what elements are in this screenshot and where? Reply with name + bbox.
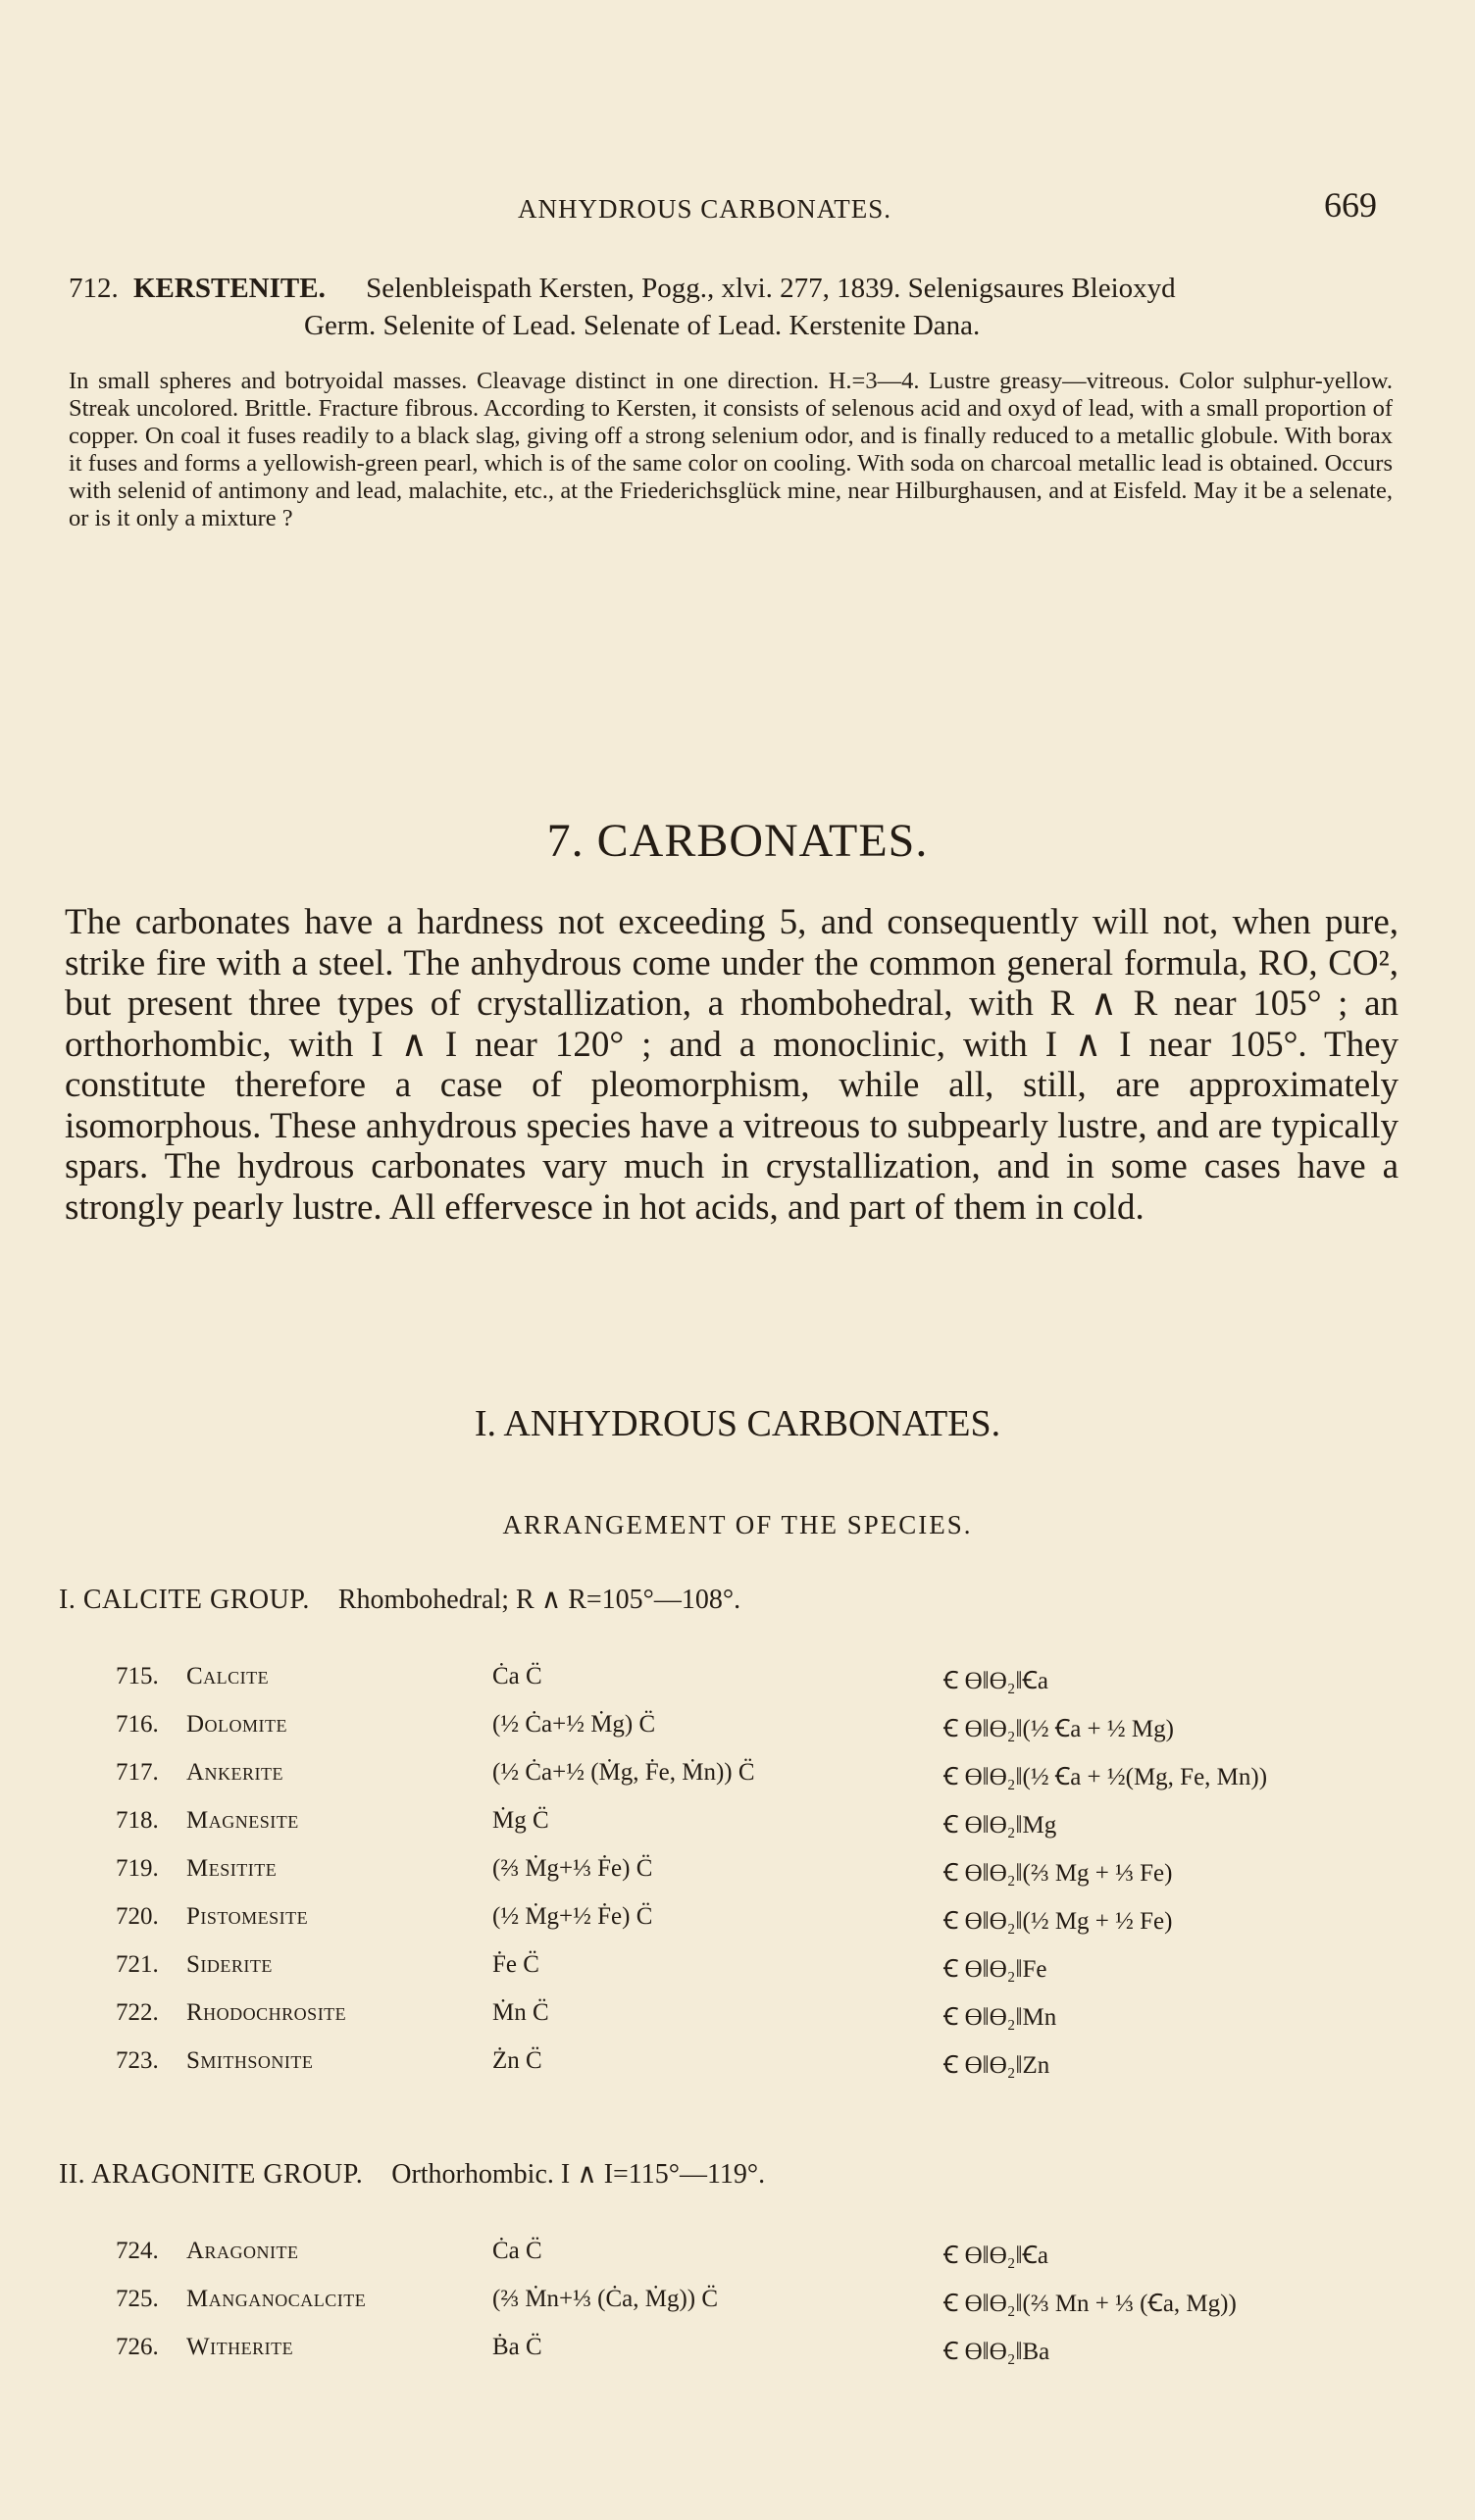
- species-formula: (⅔ Ṁn+⅓ (Ċa, Ṁg)) C̈: [492, 2286, 719, 2312]
- species-number: 718.: [116, 1807, 159, 1834]
- running-head: ANHYDROUS CARBONATES.: [518, 194, 892, 224]
- species-formula-new: Ꞓ Ɵ‖Ɵ₂‖(½ Mg + ½ Fe): [943, 1908, 1173, 1935]
- species-name: Manganocalcite: [186, 2286, 367, 2312]
- table-row: [0, 2334, 1475, 2371]
- species-name: Calcite: [186, 1663, 270, 1689]
- entry-name: KERSTENITE.: [133, 273, 326, 304]
- species-formula-new: Ꞓ Ɵ‖Ɵ₂‖Fe: [943, 1956, 1047, 1983]
- species-formula-new: Ꞓ Ɵ‖Ɵ₂‖Zn: [943, 2052, 1050, 2079]
- subsection-title: I. ANHYDROUS CARBONATES.: [474, 1403, 1001, 1444]
- species-name: Magnesite: [186, 1807, 299, 1834]
- table-row: [0, 1999, 1475, 2037]
- group-description: Orthorhombic. I ∧ I=115°—119°.: [391, 2159, 766, 2190]
- species-name: Siderite: [186, 1951, 273, 1978]
- arrangement-title: ARRANGEMENT OF THE SPECIES.: [502, 1510, 973, 1539]
- species-formula: Ṁn C̈: [492, 1999, 549, 2026]
- species-formula-new: Ꞓ Ɵ‖Ɵ₂‖Ba: [943, 2339, 1050, 2365]
- species-name: Dolomite: [186, 1711, 288, 1738]
- species-number: 722.: [116, 1999, 159, 2026]
- table-row: [0, 1855, 1475, 1892]
- species-name: Rhodochrosite: [186, 1999, 347, 2026]
- entry-synonyms-line1: Selenbleispath Kersten, Pogg., xlvi. 277, 1839. Selenigsaures Bleioxyd: [366, 273, 1176, 304]
- entry-number: 712.: [69, 273, 119, 304]
- species-formula-new: Ꞓ Ɵ‖Ɵ₂‖Mg: [943, 1812, 1057, 1839]
- species-formula-new: Ꞓ Ɵ‖Ɵ₂‖(½ Ꞓa + ½(Mg, Fe, Mn)): [943, 1764, 1268, 1790]
- species-formula-new: Ꞓ Ɵ‖Ɵ₂‖(⅔ Mn + ⅓ (Ꞓa, Mg)): [943, 2291, 1237, 2317]
- species-formula: Ċa C̈: [492, 2238, 542, 2264]
- table-row: [0, 2286, 1475, 2323]
- page-number: 669: [1324, 185, 1377, 225]
- species-formula: Żn C̈: [492, 2047, 542, 2074]
- species-formula: Ṁg C̈: [492, 1807, 549, 1834]
- species-name: Witherite: [186, 2334, 294, 2360]
- species-number: 724.: [116, 2238, 159, 2264]
- species-number: 717.: [116, 1759, 159, 1786]
- species-number: 715.: [116, 1663, 159, 1689]
- species-name: Ankerite: [186, 1759, 284, 1786]
- species-formula-new: Ꞓ Ɵ‖Ɵ₂‖(½ Ꞓa + ½ Mg): [943, 1716, 1174, 1742]
- species-formula: Ḟe C̈: [492, 1951, 539, 1978]
- table-row: [0, 2047, 1475, 2085]
- table-row: [0, 1663, 1475, 1700]
- table-row: [0, 1951, 1475, 1989]
- species-formula: (½ Ṁg+½ Ḟe) C̈: [492, 1903, 653, 1930]
- group-name: I. CALCITE GROUP.: [59, 1585, 310, 1615]
- group-heading: [59, 1583, 740, 1616]
- table-row: [0, 2238, 1475, 2275]
- species-formula-new: Ꞓ Ɵ‖Ɵ₂‖Ꞓa: [943, 1668, 1048, 1694]
- species-name: Aragonite: [186, 2238, 299, 2264]
- species-formula: Ḃa C̈: [492, 2334, 542, 2360]
- group-description: Rhombohedral; R ∧ R=105°—108°.: [337, 1585, 741, 1615]
- entry-heading: [69, 270, 1402, 344]
- species-number: 721.: [116, 1951, 159, 1978]
- table-row: [0, 1759, 1475, 1796]
- species-name: Smithsonite: [186, 2047, 314, 2074]
- intro-paragraph: The carbonates have a hardness not exceeding 5, and consequently will not, when pure, strike fire with a steel. The anhydrous come under the common general formula, RO, CO², but present three types of crystallization, a rhombohedral, with R ∧ R near 105° ; an orthorhombic, with I ∧ I near 120° ; and a monoclinic, with I ∧ I near 105°. They constitute therefore a case of pleomorphism, while all, still, are approximately isomorphous. These anhydrous species have a vitreous to subpearly lustre, and are typically spars. The hydrous carbonates vary much in crystallization, and in some cases have a strongly pearly lustre. All effervesce in hot acids, and part of them in cold.: [65, 902, 1399, 1228]
- species-number: 723.: [116, 2047, 159, 2074]
- species-formula: (½ Ċa+½ (Ṁg, Ḟe, Ṁn)) C̈: [492, 1759, 755, 1786]
- table-row: [0, 1711, 1475, 1748]
- species-formula-new: Ꞓ Ɵ‖Ɵ₂‖Mn: [943, 2004, 1057, 2031]
- entry-synonyms-line2: Germ. Selenite of Lead. Selenate of Lead. Kerstenite Dana.: [304, 310, 981, 341]
- species-number: 720.: [116, 1903, 159, 1930]
- species-number: 716.: [116, 1711, 159, 1738]
- species-formula-new: Ꞓ Ɵ‖Ɵ₂‖(⅔ Mg + ⅓ Fe): [943, 1860, 1173, 1887]
- species-name: Pistomesite: [186, 1903, 309, 1930]
- species-name: Mesitite: [186, 1855, 278, 1882]
- entry-description: In small spheres and botryoidal masses. Cleavage distinct in one direction. H.=3—4. Lustre greasy—vitreous. Color sulphur-yellow. Streak uncolored. Brittle. Fracture fibrous. According to Kersten, it consists of selenous acid and oxyd of lead, with a small proportion of copper. On coal it fuses readily to a black slag, giving off a strong selenium odor, and is finally reduced to a metallic globule. With borax it fuses and forms a yellowish-green pearl, which is of the same color on cooling. With soda on charcoal metallic lead is obtained. Occurs with selenid of antimony and lead, malachite, etc., at the Friederichsglück mine, near Hilburghausen, and at Eisfeld. May it be a selenate, or is it only a mixture ?: [69, 368, 1393, 531]
- table-row: [0, 1903, 1475, 1940]
- species-formula: (⅔ Ṁg+⅓ Ḟe) C̈: [492, 1855, 653, 1882]
- species-number: 725.: [116, 2286, 159, 2312]
- group-name: II. ARAGONITE GROUP.: [59, 2159, 364, 2190]
- group-heading: [59, 2157, 765, 2191]
- section-title: 7. CARBONATES.: [546, 815, 929, 867]
- species-formula: (½ Ċa+½ Ṁg) C̈: [492, 1711, 656, 1738]
- species-number: 726.: [116, 2334, 159, 2360]
- table-row: [0, 1807, 1475, 1844]
- species-formula-new: Ꞓ Ɵ‖Ɵ₂‖Ꞓa: [943, 2243, 1048, 2269]
- species-number: 719.: [116, 1855, 159, 1882]
- species-formula: Ċa C̈: [492, 1663, 542, 1689]
